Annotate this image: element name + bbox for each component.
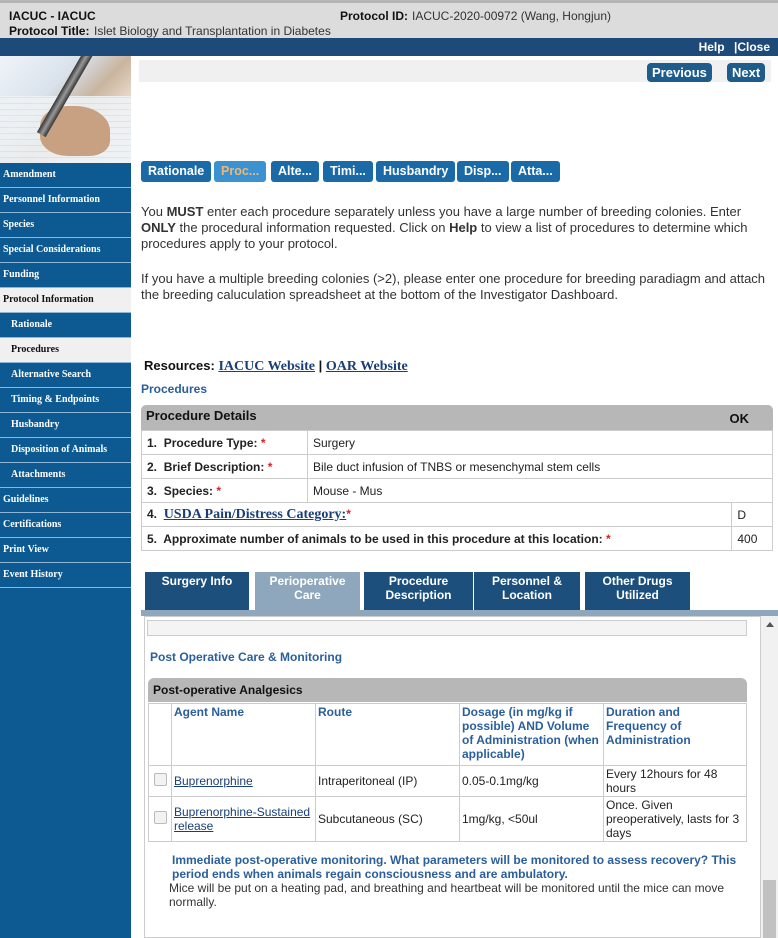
procedures-link[interactable]: Procedures — [141, 382, 208, 396]
tab-rationale[interactable]: Rationale — [141, 161, 211, 182]
analgesics-header — [148, 678, 747, 702]
table-row: 5. Approximate number of animals to be used in this procedure at this location: * 400 — [142, 527, 773, 551]
main-content — [131, 56, 778, 938]
scroll-thumb[interactable] — [763, 880, 776, 938]
subtab-surgery-info[interactable]: Surgery Info — [145, 572, 249, 612]
sidebar-item-event-history[interactable]: Event History — [0, 563, 131, 588]
previous-button[interactable]: Previous — [647, 63, 712, 82]
sidebar-item-rationale[interactable]: Rationale — [0, 313, 131, 338]
sidebar-item-procedures[interactable]: Procedures — [0, 338, 131, 363]
row-checkbox[interactable] — [154, 811, 167, 824]
sidebar-item-protocol-information[interactable]: Protocol Information — [0, 288, 131, 313]
sidebar-item-timing-endpoints[interactable]: Timing & Endpoints — [0, 388, 131, 413]
protocol-title-label: Protocol Title: — [9, 24, 90, 38]
procedure-details-table — [141, 430, 773, 551]
protocol-id-value: IACUC-2020-00972 (Wang, Hongjun) — [412, 9, 611, 23]
tab-attachments[interactable]: Atta... — [511, 161, 560, 182]
resources-line: Resources: IACUC Website | OAR Website — [144, 358, 408, 374]
agent-link[interactable]: Buprenorphine — [174, 774, 253, 788]
sidebar-menu — [0, 163, 131, 588]
tab-alternative-search[interactable]: Alte... — [271, 161, 319, 182]
usda-category-value: D — [732, 503, 773, 527]
close-link[interactable]: Close — [737, 40, 770, 54]
header-photo — [0, 56, 131, 163]
sidebar-item-print-view[interactable]: Print View — [0, 538, 131, 563]
analgesics-table — [148, 703, 747, 842]
panel-scrollbar[interactable] — [761, 616, 778, 938]
scroll-up-icon[interactable] — [766, 622, 774, 627]
oar-website-link[interactable]: OAR Website — [325, 359, 408, 374]
subtab-other-drugs[interactable]: Other Drugs Utilized — [585, 572, 690, 612]
sidebar — [0, 56, 131, 938]
empty-field[interactable] — [147, 620, 747, 636]
animal-count-value: 400 — [732, 527, 773, 551]
monitoring-answer: Mice will be put on a heating pad, and breathing and heartbeat will be monitored until the mice can move normally. — [169, 881, 725, 909]
ok-button[interactable]: OK — [729, 411, 749, 426]
procedure-details-header — [141, 405, 773, 430]
subtab-perioperative-care[interactable]: Perioperative Care — [255, 572, 360, 612]
brief-description-value: Bile duct infusion of TNBS or mesenchymal stem cells — [308, 455, 773, 479]
sidebar-item-attachments[interactable]: Attachments — [0, 463, 131, 488]
iacuc-website-link[interactable]: IACUC Website — [218, 359, 316, 374]
sidebar-item-personnel-information[interactable]: Personnel Information — [0, 188, 131, 213]
tab-timing[interactable]: Timi... — [323, 161, 373, 182]
sidebar-item-funding[interactable]: Funding — [0, 263, 131, 288]
section-title: Post Operative Care & Monitoring — [150, 650, 343, 664]
sidebar-item-special-considerations[interactable]: Special Considerations — [0, 238, 131, 263]
species-value: Mouse - Mus — [308, 479, 773, 503]
tab-husbandry[interactable]: Husbandry — [376, 161, 455, 182]
instructions-paragraph-2: If you have a multiple breeding colonies (>2), please enter one procedure for breeding paradiagm and attach the breeding caluculation spreadsheet at the bottom of the Investigator Dashboard. — [141, 271, 766, 302]
link-separator: | — [733, 40, 738, 54]
instructions-paragraph-1: You MUST enter each procedure separately unless you have a large number of breeding colonies. Enter ONLY the procedural information requested. Click on Help to view a list of procedures to determine which procedures apply to your protocol. — [141, 204, 748, 251]
sidebar-item-guidelines[interactable]: Guidelines — [0, 488, 131, 513]
app-title: IACUC - IACUC — [9, 9, 96, 23]
col-dosage: Dosage (in mg/kg if possible) AND Volume of Administration (when applicable) — [460, 704, 604, 766]
table-row: Buprenorphine Intraperitoneal (IP) 0.05-0.1mg/kg Every 12hours for 48 hours — [149, 766, 747, 797]
table-row: 1. Procedure Type: * Surgery — [142, 431, 773, 455]
agent-link[interactable]: Buprenorphine-Sustained release — [174, 805, 311, 833]
help-link[interactable]: Help — [698, 40, 725, 54]
procedure-details-title: Procedure Details — [146, 408, 257, 423]
protocol-title-value: Islet Biology and Transplantation in Diabetes — [94, 24, 331, 38]
procedure-type-value: Surgery — [308, 431, 773, 455]
protocol-header — [0, 0, 778, 38]
perioperative-panel — [144, 616, 761, 938]
monitoring-question: Immediate post-operative monitoring. What parameters will be monitored to assess recovery? This period ends when animals regain consciousness and are ambulatory. — [172, 853, 737, 881]
top-navbar — [0, 38, 778, 56]
usda-category-link[interactable]: USDA Pain/Distress Category: — [163, 506, 347, 522]
next-button[interactable]: Next — [727, 63, 765, 82]
table-row: Buprenorphine-Sustained release Subcutaneous (SC) 1mg/kg, <50ul Once. Given preoperatively, lasts for 3 days — [149, 797, 747, 842]
tab-disposition[interactable]: Disp... — [457, 161, 509, 182]
sidebar-item-husbandry[interactable]: Husbandry — [0, 413, 131, 438]
col-route: Route — [316, 704, 460, 766]
row-checkbox[interactable] — [154, 773, 167, 786]
top-links — [699, 40, 770, 54]
sidebar-item-certifications[interactable]: Certifications — [0, 513, 131, 538]
sidebar-item-alternative-search[interactable]: Alternative Search — [0, 363, 131, 388]
table-row: 2. Brief Description: * Bile duct infusion of TNBS or mesenchymal stem cells — [142, 455, 773, 479]
sidebar-item-disposition-of-animals[interactable]: Disposition of Animals — [0, 438, 131, 463]
sidebar-item-species[interactable]: Species — [0, 213, 131, 238]
col-duration: Duration and Frequency of Administration — [604, 704, 747, 766]
col-agent-name: Agent Name — [172, 704, 316, 766]
subtab-personnel-location[interactable]: Personnel & Location — [474, 572, 580, 612]
table-row: 3. Species: * Mouse - Mus — [142, 479, 773, 503]
subtab-procedure-description[interactable]: Procedure Description — [364, 572, 473, 612]
analgesics-title: Post-operative Analgesics — [153, 683, 303, 697]
table-row: 4. USDA Pain/Distress Category:* D — [142, 503, 773, 527]
table-header-row — [149, 704, 747, 766]
protocol-id-label: Protocol ID: — [340, 9, 408, 23]
sidebar-item-amendment[interactable]: Amendment — [0, 163, 131, 188]
tab-procedures[interactable]: Proc... — [214, 161, 266, 182]
